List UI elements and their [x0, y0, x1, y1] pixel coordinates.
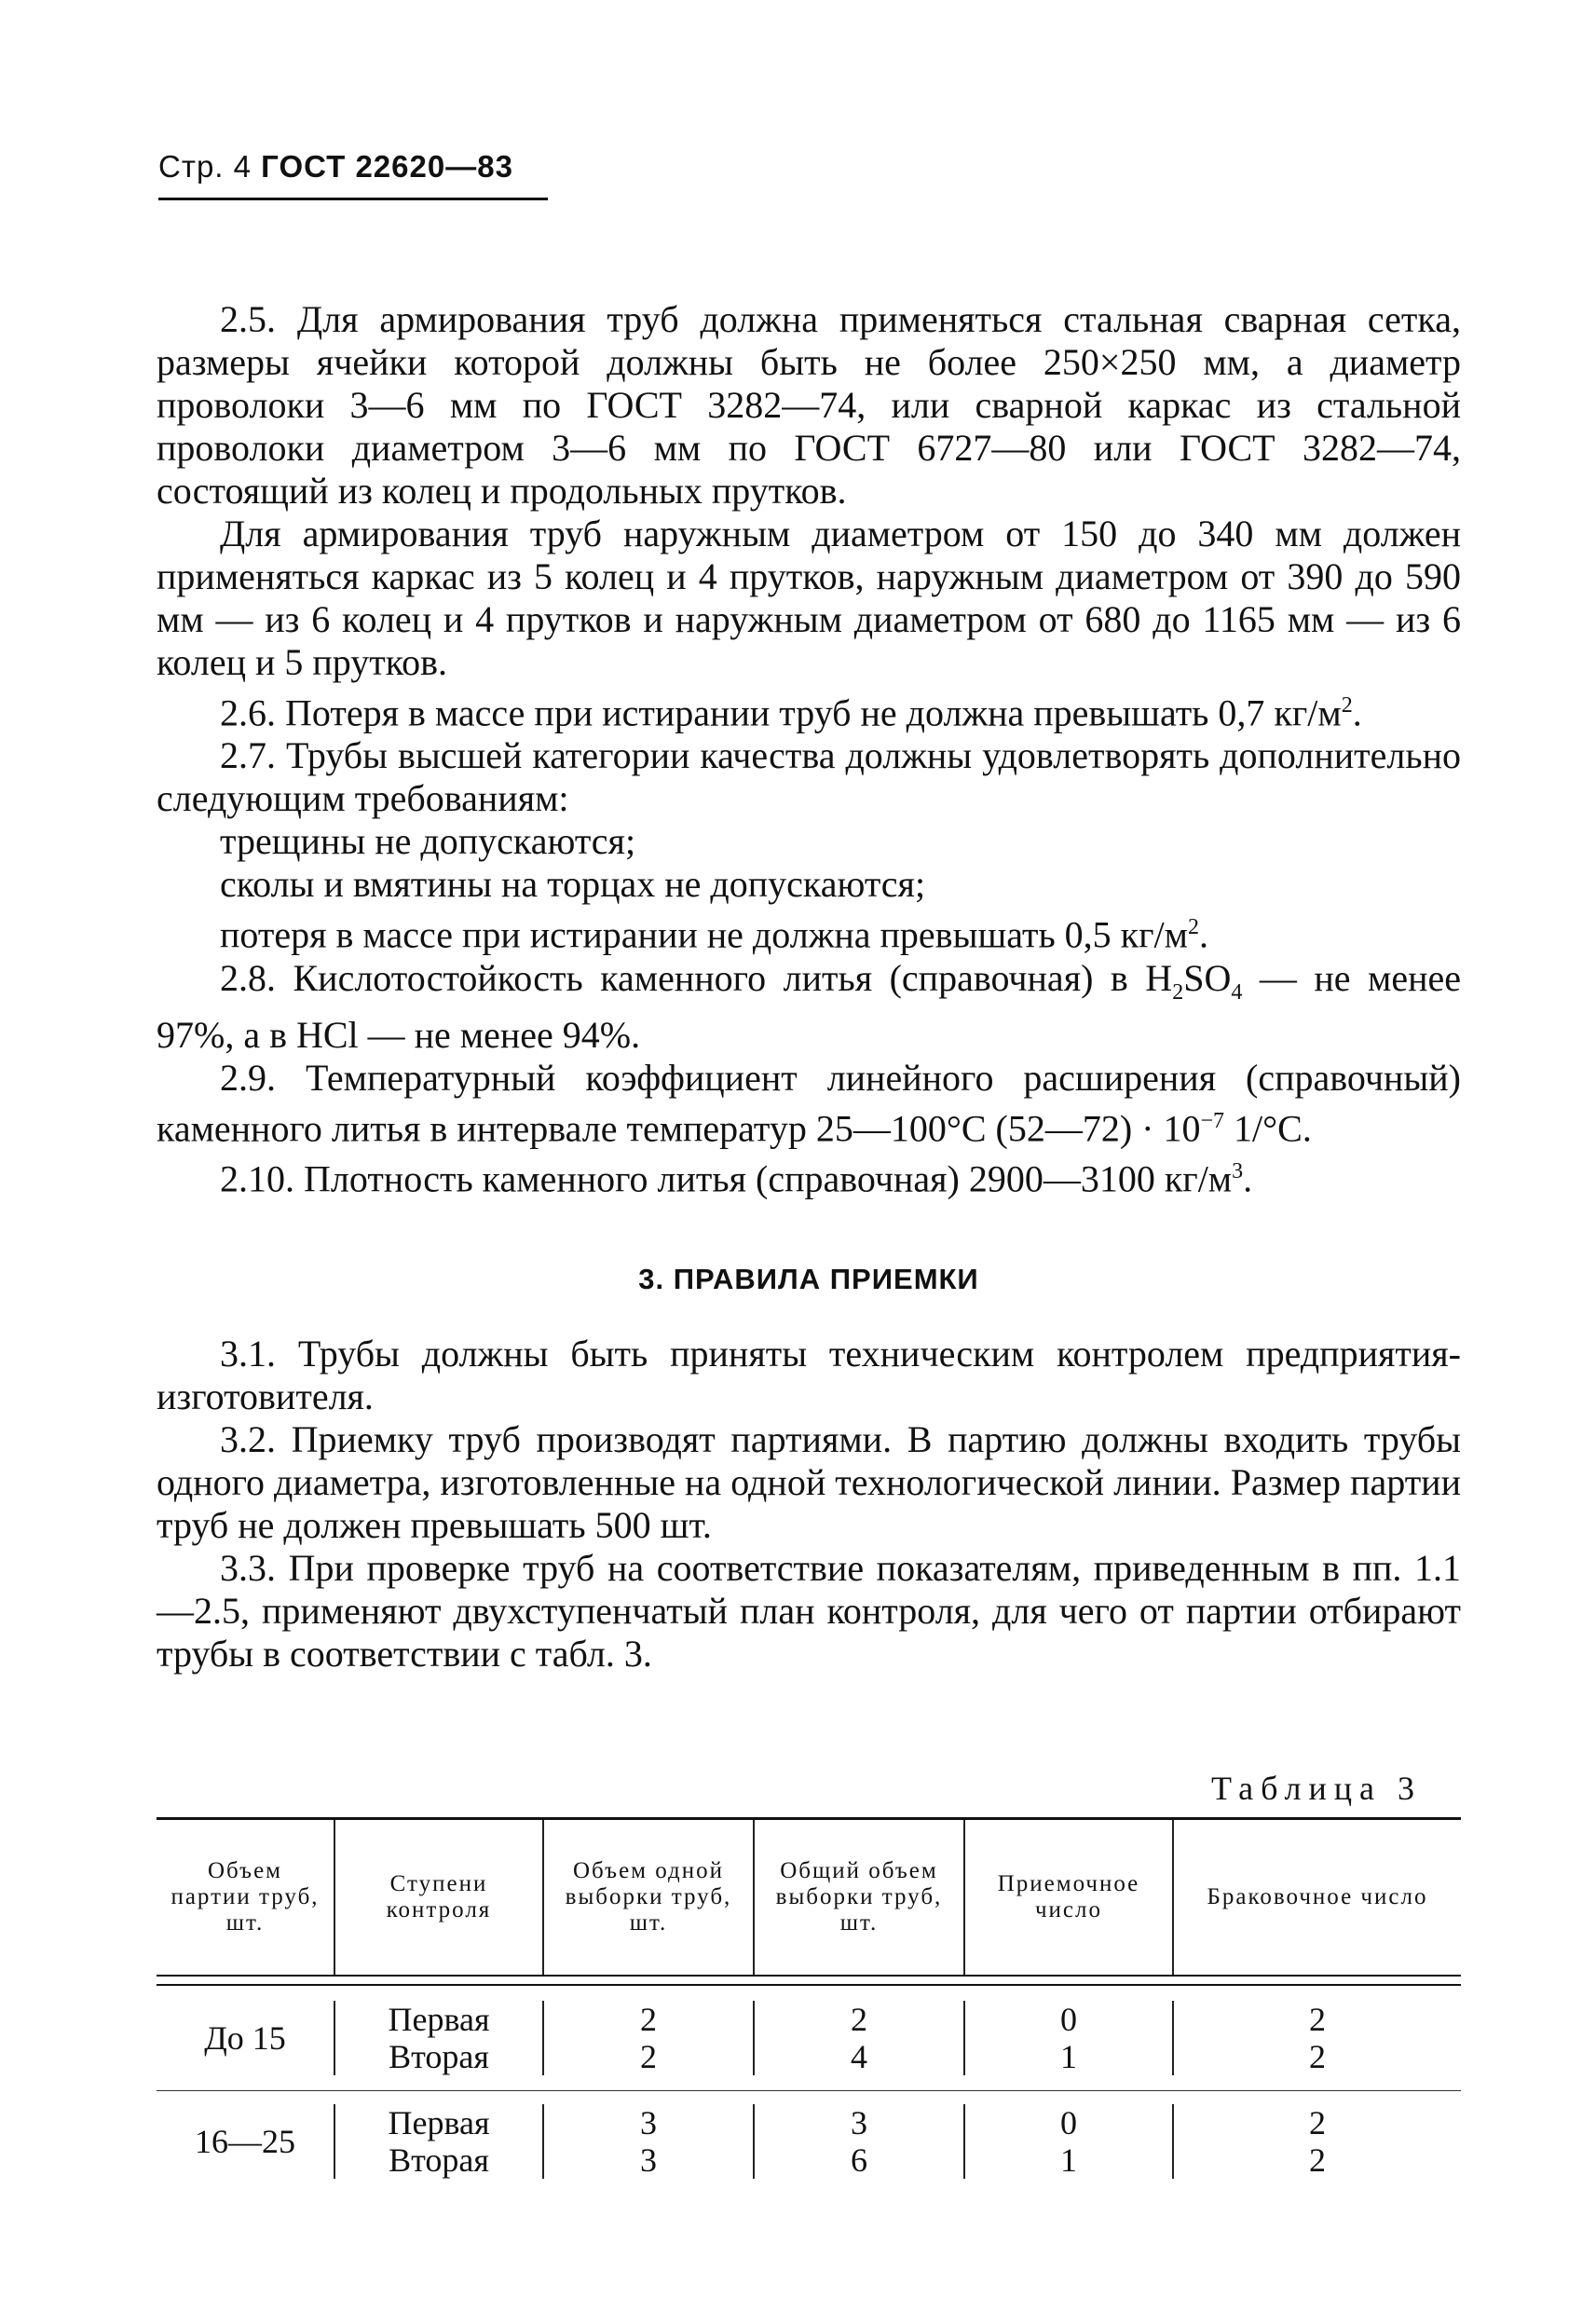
paragraph-2-6-text: 2.6. Потеря в массе при истирании труб не должна превышать 0,7 кг/м	[220, 691, 1342, 734]
paragraph-3-1: 3.1. Трубы должны быть приняты техническим контролем предприятия-изготовителя.	[157, 1333, 1461, 1418]
total-sample-value: 2	[851, 2001, 867, 2038]
table-header	[157, 1820, 1461, 1975]
rejection-value: 2	[1309, 2104, 1326, 2141]
stage-cell	[334, 2001, 542, 2075]
column-header: Объем партии труб, шт.	[171, 1858, 320, 1936]
paragraph-3-2: 3.2. Приемку труб производят партиями. В партию должны входить трубы одного диаметра, изготовленные на одной технологической линии. Размер партии труб не должен превышать 500 шт.	[157, 1418, 1461, 1547]
superscript: 2	[1341, 693, 1353, 718]
requirement-item: трещины не допускаются;	[220, 820, 636, 863]
subscript: 4	[1231, 979, 1243, 1005]
stage-value: Вторая	[389, 2038, 489, 2075]
stage-value: Первая	[388, 2001, 490, 2038]
lot-size-cell: 16—25	[195, 2123, 295, 2160]
rejection-value: 2	[1309, 2038, 1326, 2075]
requirement-item: потеря в массе при истирании не должна превышать 0,5 $кг/м^2$.	[220, 913, 1208, 956]
acceptance-cell	[963, 2104, 1172, 2179]
table-double-rule	[157, 1975, 1461, 1986]
spacer	[157, 1200, 1461, 1258]
page-number: Стр. 4	[158, 149, 252, 184]
acceptance-value: 0	[1060, 2001, 1077, 2038]
superscript: 2	[1187, 915, 1199, 940]
total-sample-value: 3	[851, 2104, 867, 2141]
acceptance-cell	[963, 2001, 1172, 2075]
sample-size-value: 3	[640, 2104, 657, 2141]
paragraph-2-8-tail: — не менее 97%, а в HCl — не менее 94%.	[157, 956, 1462, 1056]
column-header: Браковочное число	[1172, 1820, 1461, 1975]
rejection-value: 2	[1309, 2141, 1326, 2179]
paragraph-2-5: 2.5. Для армирования труб должна применяться стальная сварная сетка, размеры ячейки которой должны быть не более 250×250 мм, а диаметр проволоки 3—6 мм по ГОСТ 3282—74, или сварной каркас из стальной проволоки диаметром 3—6 мм по ГОСТ 6727—80 или ГОСТ 3282—74, состоящий из колец и продольных прутков.	[157, 298, 1461, 512]
table-row	[157, 2001, 1461, 2075]
total-sample-value: 6	[851, 2141, 867, 2179]
paragraph-2-8	[157, 957, 1461, 1057]
paragraph-2-8-text: 2.8. Кислотостойкость каменного литья (справочная) в H	[220, 956, 1173, 999]
column-header: Общий объем выборки труб, шт.	[753, 1820, 963, 1975]
paragraph-3-3: 3.3. При проверке труб на соответствие показателям, приведенным в пп. 1.1—2.5, применяют двухступенчатый план контроля, для чего от партии отбирают трубы в соответствии с табл. 3.	[157, 1547, 1461, 1676]
page-header	[158, 149, 513, 185]
sample-size-value: 2	[640, 2001, 657, 2038]
lot-size-cell: До 15	[204, 2019, 286, 2057]
rejection-cell	[1172, 2104, 1461, 2179]
requirement-item-text: потеря в массе при истирании не должна превышать 0,5 кг/м	[220, 913, 1188, 956]
standard-number: ГОСТ 22620—83	[261, 149, 513, 184]
section-title: 3. ПРАВИЛА ПРИЕМКИ	[638, 1263, 979, 1296]
stage-value: Вторая	[389, 2141, 489, 2179]
total-sample-cell	[753, 2001, 963, 2075]
paragraph-2-8-formula: SO	[1183, 956, 1232, 999]
stage-cell	[334, 2104, 542, 2179]
header-rule	[158, 198, 548, 200]
paragraph-2-7: 2.7. Трубы высшей категории качества должны удовлетворять дополнительно следующим требованиям:	[157, 734, 1461, 820]
paragraph-2-10: 2.10. Плотность каменного литья (справочная) 2900—3100 $кг/м^3$.	[220, 1157, 1253, 1200]
paragraph-2-9	[157, 1057, 1461, 1150]
table-label: Таблица 3	[1211, 1770, 1422, 1807]
paragraph-2-9-tail: 1/°С.	[1224, 1106, 1312, 1149]
rejection-cell	[1172, 2001, 1461, 2075]
paragraph-2-5-continued: Для армирования труб наружным диаметром от 150 до 340 мм должен применяться каркас из 5 колец и 4 прутков, наружным диаметром от 390 до 590 мм — из 6 колец и 4 прутков и наружным диаметром от 680 до 1165 мм — из 6 колец и 5 прутков.	[157, 513, 1461, 683]
column-header: Объем одной выборки труб, шт.	[542, 1820, 753, 1975]
acceptance-value: 0	[1060, 2104, 1077, 2141]
sample-size-cell	[542, 2001, 753, 2075]
paragraph-2-10-text: 2.10. Плотность каменного литья (справочная) 2900—3100 кг/м	[220, 1157, 1233, 1200]
sample-size-cell	[542, 2104, 753, 2179]
column-header: Ступени контроля	[334, 1820, 542, 1975]
document-body	[157, 298, 1461, 1676]
spacer	[157, 1301, 1461, 1333]
superscript: −7	[1200, 1108, 1225, 1133]
rejection-value: 2	[1309, 2001, 1326, 2038]
sampling-table	[157, 1817, 1461, 2179]
acceptance-value: 1	[1060, 2038, 1077, 2075]
paragraph-2-6: 2.6. Потеря в массе при истирании труб не должна превышать 0,7 $кг/м^2$.	[220, 691, 1362, 734]
table-row	[157, 2090, 1461, 2179]
stage-value: Первая	[388, 2104, 490, 2141]
subscript: 2	[1172, 979, 1184, 1005]
acceptance-value: 1	[1060, 2141, 1077, 2179]
superscript: 3	[1232, 1158, 1244, 1183]
total-sample-cell	[753, 2104, 963, 2179]
paragraph-2-9-text: 2.9. Температурный коэффициент линейного расширения (справочный) каменного литья в интервале температур 25—100°С (52—72) · 10	[157, 1056, 1461, 1149]
requirement-item: сколы и вмятины на торцах не допускаются;	[220, 863, 926, 906]
total-sample-value: 4	[851, 2038, 867, 2075]
sample-size-value: 2	[640, 2038, 657, 2075]
column-header: Приемочное число	[963, 1820, 1172, 1975]
sample-size-value: 3	[640, 2141, 657, 2179]
